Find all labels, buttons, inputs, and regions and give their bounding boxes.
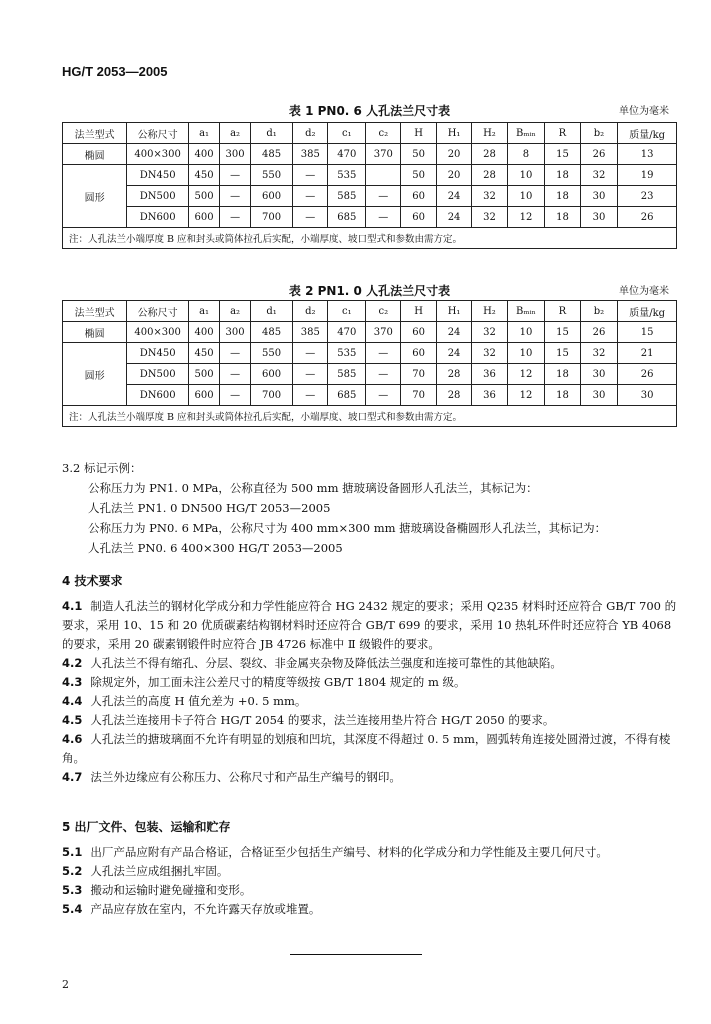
table-cell: 15 <box>545 144 580 165</box>
table-cell: 28 <box>472 144 507 165</box>
table-cell: 24 <box>436 322 471 343</box>
clause <box>62 862 677 881</box>
table-cell: 18 <box>545 207 580 228</box>
clause-text: 人孔法兰应成组捆扎牢固。 <box>90 864 229 878</box>
table-cell: — <box>366 364 401 385</box>
table-cell: — <box>366 186 401 207</box>
table-cell: 550 <box>251 165 293 186</box>
clause <box>62 900 677 919</box>
clause-number: 5.2 <box>62 864 83 878</box>
column-header: d₂ <box>293 123 328 144</box>
table-cell: 400 <box>189 144 220 165</box>
table-cell: 20 <box>436 165 471 186</box>
column-header: b₂ <box>580 301 618 322</box>
table-cell: 28 <box>436 364 471 385</box>
table-cell: 50 <box>401 144 436 165</box>
table-cell: 30 <box>580 207 618 228</box>
table-cell: 24 <box>436 186 471 207</box>
table-cell: 550 <box>251 343 293 364</box>
table2-unit: 单位为毫米 <box>619 286 669 297</box>
table-cell: 15 <box>618 322 677 343</box>
table-cell: 535 <box>328 165 366 186</box>
table-cell: 26 <box>580 144 618 165</box>
table-cell: 60 <box>401 186 436 207</box>
table-note: 注：人孔法兰小端厚度 B 应和封头或筒体拉孔后实配，小端厚度、坡口型式和参数由需方定。 <box>63 228 677 249</box>
clause-number: 4.5 <box>62 713 83 727</box>
table-cell: 26 <box>618 364 677 385</box>
column-header: Bₘᵢₙ <box>507 301 545 322</box>
column-header: a₂ <box>220 123 251 144</box>
clause <box>62 673 677 692</box>
table-cell: 12 <box>507 385 545 406</box>
table-cell: 470 <box>328 144 366 165</box>
table-cell: 8 <box>507 144 545 165</box>
clause-text: 除规定外，加工面未注公差尺寸的精度等级按 GB/T 1804 规定的 m 级。 <box>90 675 466 689</box>
table-cell: — <box>366 207 401 228</box>
table-cell <box>366 165 401 186</box>
table-cell: 685 <box>328 207 366 228</box>
table-cell: 15 <box>545 322 580 343</box>
table-cell: 300 <box>220 322 251 343</box>
clause-text: 人孔法兰连接用卡子符合 HG/T 2054 的要求，法兰连接用垫片符合 HG/T 2050 的要求。 <box>90 713 555 727</box>
column-header: a₁ <box>189 123 220 144</box>
column-header: d₁ <box>251 301 293 322</box>
table2 <box>62 300 677 427</box>
clause <box>62 730 677 768</box>
clause-number: 4.3 <box>62 675 83 689</box>
table-cell: 24 <box>436 207 471 228</box>
column-header: R <box>545 123 580 144</box>
table-cell: 20 <box>436 144 471 165</box>
clause-text: 产品应存放在室内，不允许露天存放或堆置。 <box>90 902 321 916</box>
table-cell: DN500 <box>127 186 189 207</box>
clause-text: 制造人孔法兰的钢材化学成分和力学性能应符合 HG 2432 规定的要求；采用 Q235 材料时还应符合 GB/T 700 的要求，采用 10、15 和 20 优质碳素结构钢材料时还应符合 GB/T 699 的要求，采用 10 热轧环件时还应符合 YB 4068 的要求，采用 20 碳素钢锻件时应符合 JB 4726 标准中 Ⅱ 级锻件的要求。 <box>62 599 677 651</box>
clause <box>62 692 677 711</box>
column-header: H₁ <box>436 301 471 322</box>
table-cell: 23 <box>618 186 677 207</box>
table-cell: — <box>293 207 328 228</box>
table-cell: 10 <box>507 186 545 207</box>
column-header: c₁ <box>328 301 366 322</box>
table-cell: 10 <box>507 343 545 364</box>
table-cell: 700 <box>251 385 293 406</box>
column-header: 公称尺寸 <box>127 301 189 322</box>
column-header: H₁ <box>436 123 471 144</box>
table-cell: 21 <box>618 343 677 364</box>
table-cell: 18 <box>545 385 580 406</box>
table-header-row <box>63 301 677 322</box>
clause-number: 5.3 <box>62 883 83 897</box>
table-cell: — <box>220 186 251 207</box>
column-header: c₁ <box>328 123 366 144</box>
marking-line: 人孔法兰 PN0. 6 400×300 HG/T 2053—2005 <box>88 541 343 555</box>
table-cell: DN600 <box>127 385 189 406</box>
marking-line: 公称压力为 PN0. 6 MPa，公称尺寸为 400 mm×300 mm 搪玻璃设备椭圆形人孔法兰，其标记为： <box>88 521 607 535</box>
standard-header: HG/T 2053—2005 <box>62 64 168 79</box>
table-row <box>63 165 677 186</box>
table-cell: DN450 <box>127 343 189 364</box>
table-cell: 10 <box>507 322 545 343</box>
table-cell: 19 <box>618 165 677 186</box>
clause-text: 人孔法兰不得有缩孔、分层、裂纹、非金属夹杂物及降低法兰强度和连接可靠性的其他缺陷。 <box>90 656 562 670</box>
table-cell: — <box>220 343 251 364</box>
table-cell: 60 <box>401 343 436 364</box>
table-cell: 300 <box>220 144 251 165</box>
table-cell: 18 <box>545 165 580 186</box>
section-3-2-heading: 3.2 标记示例： <box>62 461 142 475</box>
clause-number: 4.4 <box>62 694 83 708</box>
table-note-row <box>63 228 677 249</box>
column-header: d₂ <box>293 301 328 322</box>
table-cell: 60 <box>401 207 436 228</box>
flange-type-cell: 椭圆 <box>63 322 127 343</box>
table-cell: 30 <box>580 385 618 406</box>
clause <box>62 597 677 654</box>
page-number: 2 <box>62 978 69 991</box>
column-header: H <box>401 301 436 322</box>
table-cell: 32 <box>472 343 507 364</box>
table-cell: 30 <box>618 385 677 406</box>
clause <box>62 881 677 900</box>
table-cell: 60 <box>401 322 436 343</box>
column-header: 公称尺寸 <box>127 123 189 144</box>
table-cell: 600 <box>251 186 293 207</box>
column-header: c₂ <box>366 123 401 144</box>
section-5-heading: 5 出厂文件、包装、运输和贮存 <box>62 820 231 834</box>
clause-number: 4.1 <box>62 599 83 613</box>
table-cell: 24 <box>436 343 471 364</box>
table-cell: 400×300 <box>127 322 189 343</box>
table-cell: 370 <box>366 322 401 343</box>
table-cell: DN500 <box>127 364 189 385</box>
clause-number: 4.7 <box>62 770 83 784</box>
section-4-heading: 4 技术要求 <box>62 574 123 588</box>
table-cell: 485 <box>251 322 293 343</box>
table-cell: 685 <box>328 385 366 406</box>
column-header: H₂ <box>472 123 507 144</box>
table-cell: 13 <box>618 144 677 165</box>
column-header: a₁ <box>189 301 220 322</box>
table-cell: 36 <box>472 385 507 406</box>
table-cell: 400×300 <box>127 144 189 165</box>
table-cell: 28 <box>436 385 471 406</box>
table1-title: 表 1 PN0. 6 人孔法兰尺寸表 <box>288 104 451 118</box>
table-cell: 485 <box>251 144 293 165</box>
table-cell: 585 <box>328 186 366 207</box>
table-cell: 450 <box>189 343 220 364</box>
table-cell: 30 <box>580 186 618 207</box>
flange-type-cell: 椭圆 <box>63 144 127 165</box>
table-cell: 700 <box>251 207 293 228</box>
column-header: d₁ <box>251 123 293 144</box>
table-cell: DN600 <box>127 207 189 228</box>
table-cell: 10 <box>507 165 545 186</box>
flange-type-cell: 圆形 <box>63 343 127 406</box>
table-cell: 26 <box>580 322 618 343</box>
table-row <box>63 364 677 385</box>
table-cell: — <box>366 343 401 364</box>
table-cell: 32 <box>580 343 618 364</box>
table-cell: 385 <box>293 322 328 343</box>
table-cell: — <box>293 364 328 385</box>
table-cell: — <box>220 364 251 385</box>
marking-line: 公称压力为 PN1. 0 MPa，公称直径为 500 mm 搪玻璃设备圆形人孔法兰，其标记为： <box>88 481 538 495</box>
table-cell: DN450 <box>127 165 189 186</box>
table-row <box>63 322 677 343</box>
marking-line: 人孔法兰 PN1. 0 DN500 HG/T 2053—2005 <box>88 501 331 515</box>
table-cell: 32 <box>472 207 507 228</box>
table-cell: 470 <box>328 322 366 343</box>
table-cell: 12 <box>507 207 545 228</box>
table-cell: — <box>293 186 328 207</box>
column-header: a₂ <box>220 301 251 322</box>
section-3-2 <box>62 458 677 558</box>
table1-unit: 单位为毫米 <box>619 106 669 117</box>
table-cell: 600 <box>189 385 220 406</box>
table-cell: 70 <box>401 385 436 406</box>
table-cell: 30 <box>580 364 618 385</box>
table-note: 注：人孔法兰小端厚度 B 应和封头或筒体拉孔后实配，小端厚度、坡口型式和参数由需方定。 <box>63 406 677 427</box>
table-cell: 400 <box>189 322 220 343</box>
column-header: 质量/kg <box>618 123 677 144</box>
clause <box>62 768 677 787</box>
table-cell: 500 <box>189 364 220 385</box>
clause-number: 4.6 <box>62 732 83 746</box>
clause <box>62 843 677 862</box>
table-cell: 12 <box>507 364 545 385</box>
table-cell: — <box>220 385 251 406</box>
table-cell: — <box>293 385 328 406</box>
table-cell: 585 <box>328 364 366 385</box>
table-cell: 500 <box>189 186 220 207</box>
table-row <box>63 186 677 207</box>
column-header: H₂ <box>472 301 507 322</box>
column-header: b₂ <box>580 123 618 144</box>
column-header: R <box>545 301 580 322</box>
table-cell: 450 <box>189 165 220 186</box>
table-row <box>63 144 677 165</box>
clause-text: 人孔法兰的高度 H 值允差为 +0. 5 mm。 <box>90 694 307 708</box>
table-cell: 15 <box>545 343 580 364</box>
column-header: c₂ <box>366 301 401 322</box>
table-cell: 32 <box>472 322 507 343</box>
clause-text: 法兰外边缘应有公称压力、公称尺寸和产品生产编号的钢印。 <box>90 770 401 784</box>
table-cell: 32 <box>472 186 507 207</box>
flange-type-cell: 圆形 <box>63 165 127 228</box>
table-row <box>63 343 677 364</box>
table2-caption <box>62 282 677 298</box>
table-cell: 18 <box>545 364 580 385</box>
table-cell: 50 <box>401 165 436 186</box>
clause-text: 出厂产品应附有产品合格证，合格证至少包括生产编号、材料的化学成分和力学性能及主要几何尺寸。 <box>90 845 608 859</box>
table-cell: 28 <box>472 165 507 186</box>
table-cell: 370 <box>366 144 401 165</box>
end-rule <box>290 954 422 955</box>
clause-number: 4.2 <box>62 656 83 670</box>
table-row <box>63 207 677 228</box>
table-header-row <box>63 123 677 144</box>
column-header: 质量/kg <box>618 301 677 322</box>
section-4 <box>62 572 677 787</box>
clause-text: 搬动和运输时避免碰撞和变形。 <box>90 883 252 897</box>
column-header: 法兰型式 <box>63 123 127 144</box>
table-cell: 36 <box>472 364 507 385</box>
table-cell: 600 <box>189 207 220 228</box>
table-cell: 32 <box>580 165 618 186</box>
table-cell: — <box>220 207 251 228</box>
column-header: 法兰型式 <box>63 301 127 322</box>
table-cell: 70 <box>401 364 436 385</box>
table-cell: — <box>293 343 328 364</box>
section-5 <box>62 818 677 919</box>
table-cell: — <box>366 385 401 406</box>
column-header: Bₘᵢₙ <box>507 123 545 144</box>
column-header: H <box>401 123 436 144</box>
clause <box>62 711 677 730</box>
table1-caption <box>62 102 677 118</box>
table-note-row <box>63 406 677 427</box>
table-cell: — <box>293 165 328 186</box>
table1 <box>62 122 677 249</box>
table-cell: 535 <box>328 343 366 364</box>
table-row <box>63 385 677 406</box>
clause-number: 5.4 <box>62 902 83 916</box>
clause-number: 5.1 <box>62 845 83 859</box>
table-cell: — <box>220 165 251 186</box>
table2-title: 表 2 PN1. 0 人孔法兰尺寸表 <box>288 284 451 298</box>
clause-text: 人孔法兰的搪玻璃面不允许有明显的划痕和凹坑，其深度不得超过 0. 5 mm，圆弧转角连接处圆滑过渡，不得有棱角。 <box>62 732 671 765</box>
table-cell: 26 <box>618 207 677 228</box>
table-cell: 600 <box>251 364 293 385</box>
table-cell: 385 <box>293 144 328 165</box>
table-cell: 18 <box>545 186 580 207</box>
clause <box>62 654 677 673</box>
